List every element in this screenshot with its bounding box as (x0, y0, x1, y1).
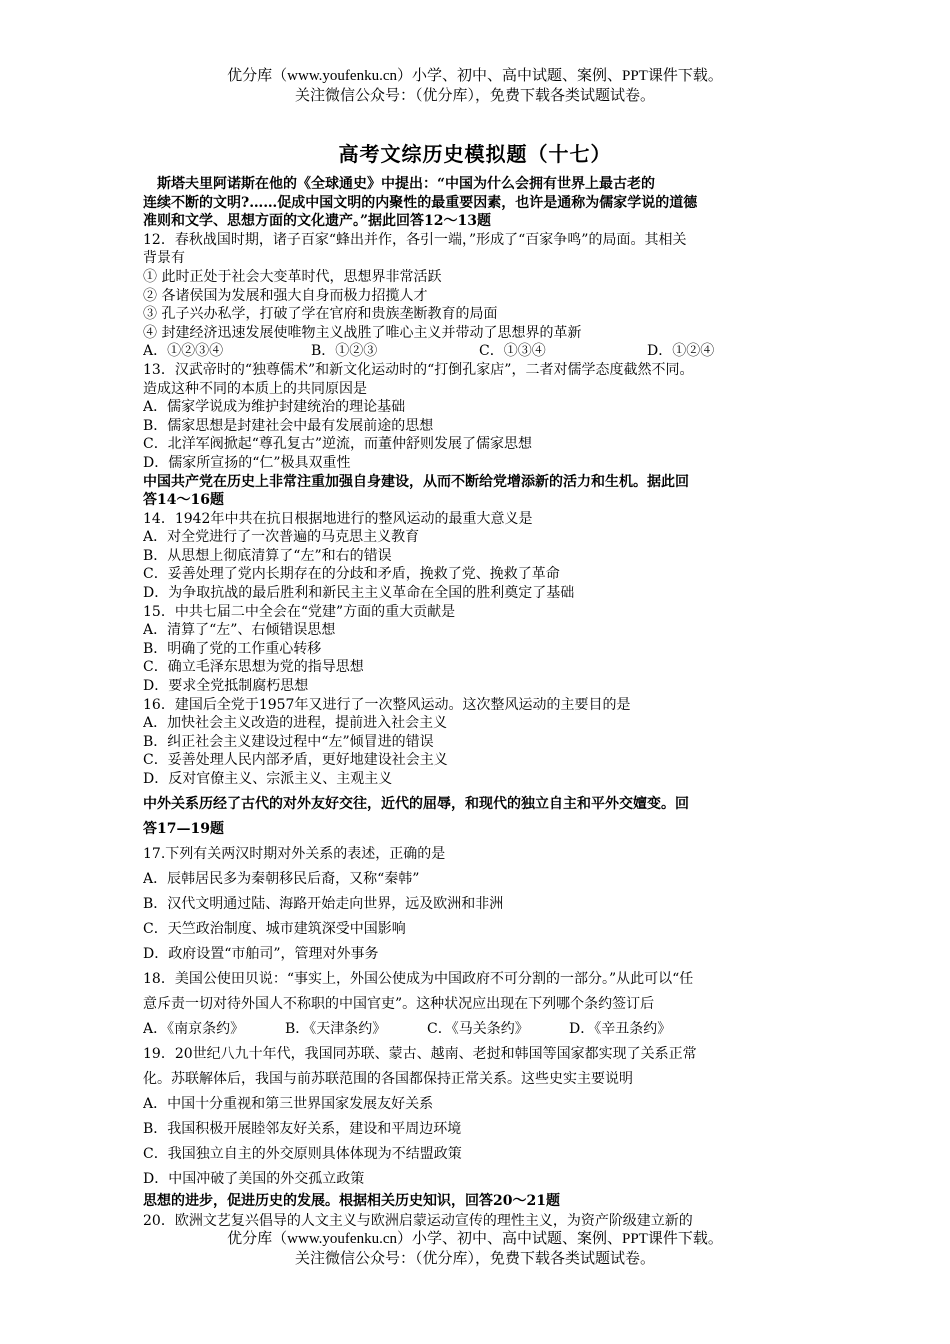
section1-intro: 连续不断的文明?……促成中国文明的内聚性的最重要因素，也许是通称为儒家学说的道德 (143, 194, 698, 211)
header-line-2: 关注微信公众号：（优分库），免费下载各类试题试卷。 (294, 88, 655, 104)
q18-options (143, 1017, 811, 1042)
q16-option-b: B．纠正社会主义建设过程中“左”倾冒进的错误 (143, 733, 434, 750)
q12-item: ④ 封建经济迅速发展使唯物主义战胜了唯心主义并带动了思想界的革新 (143, 324, 582, 341)
q12-option-c: C．①③④ (479, 343, 546, 360)
q17-option-b: B．汉代文明通过陆、海路开始走向世界，远及欧洲和非洲 (143, 895, 504, 912)
q19-stem: 化。苏联解体后，我国与前苏联范围的各国都保持正常关系。这些史实主要说明 (143, 1070, 633, 1087)
section2-intro: 中国共产党在历史上非常注重加强自身建设，从而不断给党增添新的活力和生机。据此回 (143, 473, 689, 490)
q17-option-d: D．政府设置“市舶司”，管理对外事务 (143, 945, 379, 962)
q13-option-d: D．儒家所宣扬的“仁”极具双重性 (143, 454, 351, 471)
q14-stem: 14．1942年中共在抗日根据地进行的整风运动的最重大意义是 (143, 510, 533, 527)
footer-line-2: 关注微信公众号：（优分库），免费下载各类试题试卷。 (294, 1251, 655, 1267)
q14-option-d: D．为争取抗战的最后胜利和新民主主义革命在全国的胜利奠定了基础 (143, 585, 575, 602)
section1-intro: 准则和文学、思想方面的文化遗产。”据此回答12～13题 (143, 213, 492, 230)
q12-option-a: A．①②③④ (143, 343, 224, 360)
q12-item: ① 此时正处于社会大变革时代，思想界非常活跃 (143, 268, 442, 285)
q13-option-c: C．北洋军阀掀起“尊孔复古”逆流，而董仲舒则发展了儒家思想 (143, 436, 533, 453)
q18-stem: 18．美国公使田贝说：“事实上，外国公使成为中国政府不可分割的一部分。”从此可以“任 (143, 970, 694, 987)
exam-content (143, 175, 811, 1232)
q18-option-d: D．《辛丑条约》 (569, 1020, 672, 1037)
q14-option-a: A．对全党进行了一次普遍的马克思主义教育 (143, 529, 420, 546)
section2-intro: 答14～16题 (143, 492, 224, 509)
q13-stem: 13．汉武帝时的“独尊儒术”和新文化运动时的“打倒孔家店”，二者对儒学态度截然不同。 (143, 361, 694, 378)
section4-intro: 思想的进步，促进历史的发展。根据相关历史知识，回答20～21题 (143, 1192, 560, 1209)
section3 (143, 792, 811, 1192)
q15-stem: 15．中共七届二中全会在“党建”方面的重大贡献是 (143, 603, 456, 620)
q15-option-c: C．确立毛泽东思想为党的指导思想 (143, 659, 364, 676)
q12-option-d: D．①②④ (647, 343, 715, 360)
q19-stem: 19．20世纪八九十年代，我国同苏联、蒙古、越南、老挝和韩国等国家都实现了关系正常 (143, 1045, 697, 1062)
q18-option-a: A．《南京条约》 (143, 1020, 245, 1037)
page-title: 高考文综历史模拟题（十七） (338, 142, 612, 166)
q17-option-a: A．辰韩居民多为秦朝移民后裔，又称“秦韩” (143, 870, 420, 887)
q13-option-b: B．儒家思想是封建社会中最有发展前途的思想 (143, 417, 434, 434)
q18-stem: 意斥责一切对待外国人不称职的中国官吏”。这种状况应出现在下列哪个条约签订后 (143, 995, 655, 1012)
page-footer (0, 1229, 950, 1269)
q12-stem: 背景有 (143, 250, 185, 267)
section3-intro: 中外关系历经了古代的对外友好交往，近代的屈辱，和现代的独立自主和平外交嬗变。回 (143, 795, 689, 812)
footer-line-1: 优分库（www.youfenku.cn）小学、初中、高中试题、案例、PPT课件下载。 (227, 1231, 723, 1247)
q12-item: ② 各诸侯国为发展和强大自身而极力招揽人才 (143, 287, 428, 304)
q20-stem: 20．欧洲文艺复兴倡导的人文主义与欧洲启蒙运动宣传的理性主义，为资产阶级建立新的 (143, 1213, 693, 1230)
section3-intro: 答17—19题 (143, 820, 224, 837)
header-line-1: 优分库（www.youfenku.cn）小学、初中、高中试题、案例、PPT课件下载。 (227, 68, 723, 84)
q15-option-a: A．清算了“左”、右倾错误思想 (143, 622, 336, 639)
q19-option-a: A．中国十分重视和第三世界国家发展友好关系 (143, 1095, 434, 1112)
q12-option-b: B．①②③ (311, 343, 378, 360)
q16-option-a: A．加快社会主义改造的进程，提前进入社会主义 (143, 715, 448, 732)
q15-option-d: D．要求全党抵制腐朽思想 (143, 678, 309, 695)
q19-option-d: D．中国冲破了美国的外交孤立政策 (143, 1170, 365, 1187)
q17-option-c: C．天竺政治制度、城市建筑深受中国影响 (143, 920, 406, 937)
q14-option-b: B．从思想上彻底清算了“左”和右的错误 (143, 547, 392, 564)
q16-option-c: C．妥善处理人民内部矛盾，更好地建设社会主义 (143, 752, 448, 769)
q15-option-b: B．明确了党的工作重心转移 (143, 640, 322, 657)
q13-stem: 造成这种不同的本质上的共同原因是 (143, 380, 367, 397)
q17-stem: 17.下列有关两汉时期对外关系的表述，正确的是 (143, 845, 446, 862)
q13-option-a: A．儒家学说成为维护封建统治的理论基础 (143, 399, 406, 416)
q12-stem: 12．春秋战国时期，诸子百家“蜂出并作，各引一端，”形成了“百家争鸣”的局面。其相关 (143, 231, 687, 248)
q12-options (143, 342, 811, 361)
q16-stem: 16．建国后全党于1957年又进行了一次整风运动。这次整风运动的主要目的是 (143, 696, 631, 713)
q19-option-c: C．我国独立自主的外交原则具体体现为不结盟政策 (143, 1145, 462, 1162)
section1-intro: 斯塔夫里阿诺斯在他的《全球通史》中提出：“中国为什么会拥有世界上最古老的 (157, 176, 656, 192)
q18-option-c: C．《马关条约》 (427, 1020, 529, 1037)
q18-option-b: B．《天津条约》 (285, 1020, 387, 1037)
q19-option-b: B．我国积极开展睦邻友好关系，建设和平周边环境 (143, 1120, 462, 1137)
q12-item: ③ 孔子兴办私学，打破了学在官府和贵族垄断教育的局面 (143, 306, 498, 323)
q16-option-d: D．反对官僚主义、宗派主义、主观主义 (143, 771, 393, 787)
page-header (0, 66, 950, 106)
q14-option-c: C．妥善处理了党内长期存在的分歧和矛盾，挽救了党、挽救了革命 (143, 566, 560, 583)
